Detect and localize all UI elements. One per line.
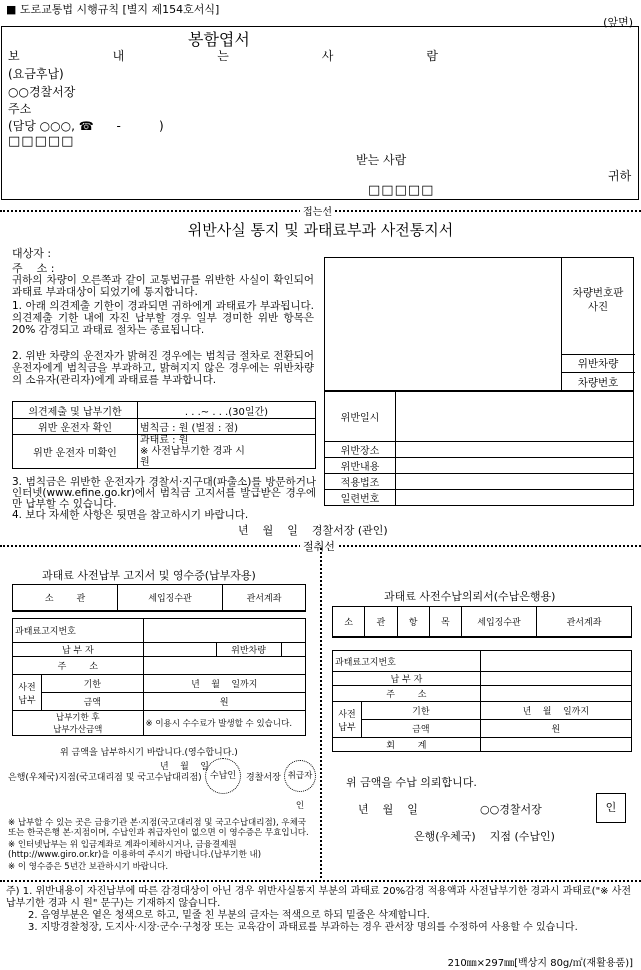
left-note-2: ※ 인터넷납부는 위 입금계좌로 계좌이체하시거나, 금융결제원(http://www.giro.or.kr)을 이용하여 주시기 바랍니다.(납부기한 내) [8, 840, 262, 860]
violation-place-label: 위반장소 [325, 442, 396, 458]
right-col-6: 관서계좌 [537, 607, 632, 637]
left-station-label: 경찰서장 [246, 773, 281, 783]
target-label: 대상자 : [12, 247, 52, 260]
plate-number-label: 차량번호 [561, 372, 635, 393]
left-deadline-value: 년 월 일까지 [143, 675, 305, 693]
left-vehicle-value [281, 643, 305, 657]
left-account-value [223, 611, 306, 612]
right-payer-value [480, 672, 631, 686]
notice-left-table [12, 401, 316, 469]
left-after-note: ※ 이용시 수수료가 발생할 수 있습니다. [143, 711, 305, 736]
sender-char-3: 는 [217, 49, 229, 63]
sender-contact: (담당 ○○○, ☎ - ) [8, 119, 164, 133]
driver-unknown-note: ※ 사전납부기한 경과 시 [140, 446, 245, 457]
page-side-label: (앞면) [603, 16, 633, 29]
sender-char-2: 내 [112, 49, 125, 63]
receipt-stamp: 수납인 [205, 758, 241, 794]
right-receipt-header [332, 606, 632, 638]
right-col-2: 관 [365, 607, 397, 637]
sender-label [8, 47, 438, 64]
serial-number-label: 일련번호 [325, 490, 396, 506]
right-station: ○○경찰서장 [480, 803, 542, 816]
driver-unknown-cell [138, 435, 316, 469]
sender-address: 주소 [8, 102, 32, 116]
form-reference: ■ 도로교통법 시행규칙 [별지 제154호서식] [6, 3, 220, 16]
right-cell-3 [397, 637, 429, 638]
right-col-5: 세입징수관 [462, 607, 537, 637]
left-address-value [143, 657, 305, 675]
address-label: 주 소 : [12, 262, 55, 275]
right-receipt-title: 과태료 사전수납의뢰서(수납은행용) [384, 590, 556, 603]
sender-char-1: 보 [8, 49, 20, 63]
left-bill-no-label: 과태료고지번호 [13, 619, 144, 643]
right-bank-line: 은행(우체국) 지점 (수납인) [414, 830, 555, 843]
footer-note-2: 2. 음영부분은 옅은 청색으로 하고, 밑줄 친 부분의 글자는 적색으로 하되 밑줄은 삭제합니다. [28, 910, 430, 921]
right-seal: 인 [596, 793, 626, 823]
left-amount-label: 금액 [42, 693, 144, 711]
left-vehicle-label: 위반차량 [216, 643, 281, 657]
notice-title: 위반사실 통지 및 과태료부과 사전통지서 [187, 221, 454, 239]
right-cell-4 [429, 637, 461, 638]
right-bill-no-label: 과태료고지번호 [333, 651, 481, 672]
left-collector-value [118, 611, 223, 612]
left-prepay-label: 사전 납부 [13, 675, 42, 711]
photo-area [324, 257, 634, 391]
handler-stamp: 취급자인 [284, 760, 316, 792]
driver-unknown-unit: 원 [140, 457, 150, 468]
right-deadline-value: 년 월 일까지 [480, 702, 631, 720]
notice-item-2: 2. 위반 차량의 운전자가 밝혀진 경우에는 범칙금 절차로 전환되어 운전자에게 범칙금을 부과하고, 밝혀지지 않은 경우에는 위반차량의 소유자(관리자)에게 과태료를 부과합니다. [12, 350, 314, 386]
notice-intro: 귀하의 차량이 오른쪽과 같이 교통법규를 위반한 사실이 확인되어 과태료 부과대상이 되었기에 통지합니다. [12, 274, 314, 298]
notice-item-1: 1. 아래 의견제출 기한이 경과되면 귀하에게 과태료가 부과됩니다. 의견제출 기한 내에 자진 납부할 경우 일부 경미한 위반 항목은 20% 감경되고 과태료 절차는 종료됩니다. [12, 300, 314, 336]
left-receipt-title: 과태료 사전납부 고지서 및 영수증(납부자용) [42, 569, 256, 582]
right-cell-6 [537, 637, 632, 638]
left-col-collector: 세입징수관 [118, 585, 223, 611]
left-bank-line: 은행(우체국)지점(국고대리점 및 국고수납대리점) [8, 773, 202, 783]
envelope-title: 봉함엽서 [188, 30, 250, 49]
violation-vehicle-label: 위반차량 [561, 354, 635, 373]
right-address-value [480, 686, 631, 702]
left-note-3: ※ 이 영수증은 5년간 보관하시기 바랍니다. [8, 862, 169, 872]
fold-line-label: 접는선 [300, 203, 335, 218]
deadline-value: . . .~ . . .(30일간) [138, 402, 316, 419]
left-receipt-header [12, 584, 306, 612]
applied-law-label: 적용법조 [325, 474, 396, 490]
left-col-account: 관서계좌 [223, 585, 306, 611]
driver-unknown-fine: 과태료 : 원 [140, 435, 189, 446]
cut-line-label: 절취선 [300, 538, 338, 554]
left-office-value [13, 611, 118, 612]
footer-notes [6, 886, 634, 934]
photo-label: 차량번호판 사진 [572, 287, 624, 313]
driver-known-value: 범칙금 : 원 (벌점 : 점) [138, 419, 316, 435]
right-address-label: 주 소 [333, 686, 481, 702]
notice-item-4: 4. 보다 자세한 사항은 뒷면을 참고하시기 바랍니다. [12, 509, 249, 521]
right-total-value [480, 738, 631, 752]
right-request: 위 금액을 수납 의뢰합니다. [346, 776, 477, 789]
receiver-honorific: 귀하 [608, 169, 632, 183]
postpaid-label: (요금후납) [8, 67, 64, 81]
left-deadline-label: 기한 [42, 675, 144, 693]
receiver-postcode: □□□□□ [368, 183, 435, 198]
left-receipt-body [12, 618, 306, 736]
left-after-label: 납부기한 후 납부가산금액 [13, 711, 144, 736]
violation-content-value [396, 458, 634, 474]
receiver-label: 받는 사람 [356, 153, 407, 167]
violation-place-value [396, 442, 634, 458]
deadline-label: 의견제출 및 납부기한 [13, 402, 138, 419]
paper-spec: 210㎜×297㎜[백상지 80g/㎡(재활용품)] [447, 958, 633, 969]
right-cell-1 [333, 637, 365, 638]
right-deadline-label: 기한 [362, 702, 481, 720]
left-pay-request: 위 금액을 납부하시기 바랍니다.(영수합니다.) [60, 748, 238, 758]
right-col-1: 소 [333, 607, 365, 637]
sender-char-4: 사 [321, 49, 334, 63]
left-amount-value: 원 [143, 693, 305, 711]
right-payer-label: 납 부 자 [333, 672, 481, 686]
right-total-label: 회 계 [333, 738, 481, 752]
bottom-divider [0, 880, 641, 882]
left-date-line: 년 월 일 [160, 762, 209, 772]
left-address-label: 주 소 [13, 657, 144, 675]
right-prepay-label: 사전 납부 [333, 702, 362, 738]
violation-datetime-label: 위반일시 [325, 392, 396, 442]
left-payer-value [143, 643, 216, 657]
left-col-office: 소 관 [13, 585, 118, 611]
driver-unknown-label: 위반 운전자 미확인 [13, 435, 138, 469]
notice-sign: 년 월 일 경찰서장 (관인) [238, 524, 388, 537]
footer-note-1: 주) 1. 위반내용이 자진납부에 따른 감경대상이 아닌 경우 위반사실통지 부분의 과태료 20%감경 적용액과 사전납부기한 경과시 과태료("※ 사전납부기한 경과 시 원" 문구)는 기재하지 않습니다. [6, 886, 632, 909]
driver-known-label: 위반 운전자 확인 [13, 419, 138, 435]
violation-content-label: 위반내용 [325, 458, 396, 474]
right-receipt-body [332, 650, 632, 752]
right-col-4: 목 [429, 607, 461, 637]
right-bill-no-value [480, 651, 631, 672]
right-cell-5 [462, 637, 537, 638]
right-amount-label: 금액 [362, 720, 481, 738]
sender-station: ○○경찰서장 [8, 85, 76, 99]
footer-note-3: 3. 지방경찰청장, 도지사·시장·군수·구청장 또는 교육감이 과태료를 부과하는 경우 관서장 명의를 수정하여 사용할 수 있습니다. [28, 922, 578, 933]
right-col-3: 항 [397, 607, 429, 637]
envelope-box [1, 26, 639, 200]
right-date-line: 년 월 일 [358, 803, 418, 816]
left-bill-no-value [143, 619, 305, 643]
violation-datetime-value [396, 392, 634, 442]
applied-law-value [396, 474, 634, 490]
violation-grid [324, 391, 634, 506]
sender-char-5: 람 [426, 49, 438, 63]
right-amount-value: 원 [480, 720, 631, 738]
right-cell-2 [365, 637, 397, 638]
left-payer-label: 납 부 자 [13, 643, 144, 657]
left-note-1: ※ 납부할 수 있는 곳은 금융기관 본·지점(국고대리점 및 국고수납대리점), 우체국 또는 한국은행 본·지점이며, 수납인과 취급자인이 없으면 이 영수증은 무효입니다. [8, 818, 309, 838]
sender-postcode: □□□□□ [8, 134, 75, 149]
left-notes [8, 818, 314, 872]
vertical-cut-line [320, 548, 322, 878]
notice-item-3: 3. 범칙금은 위반한 운전자가 경찰서·지구대(파출소)를 방문하거나 인터넷(www.efine.go.kr)에서 범칙금 고지서를 발급받은 경우에만 납부할 수 있습니다. [12, 476, 316, 510]
serial-number-value [396, 490, 634, 506]
